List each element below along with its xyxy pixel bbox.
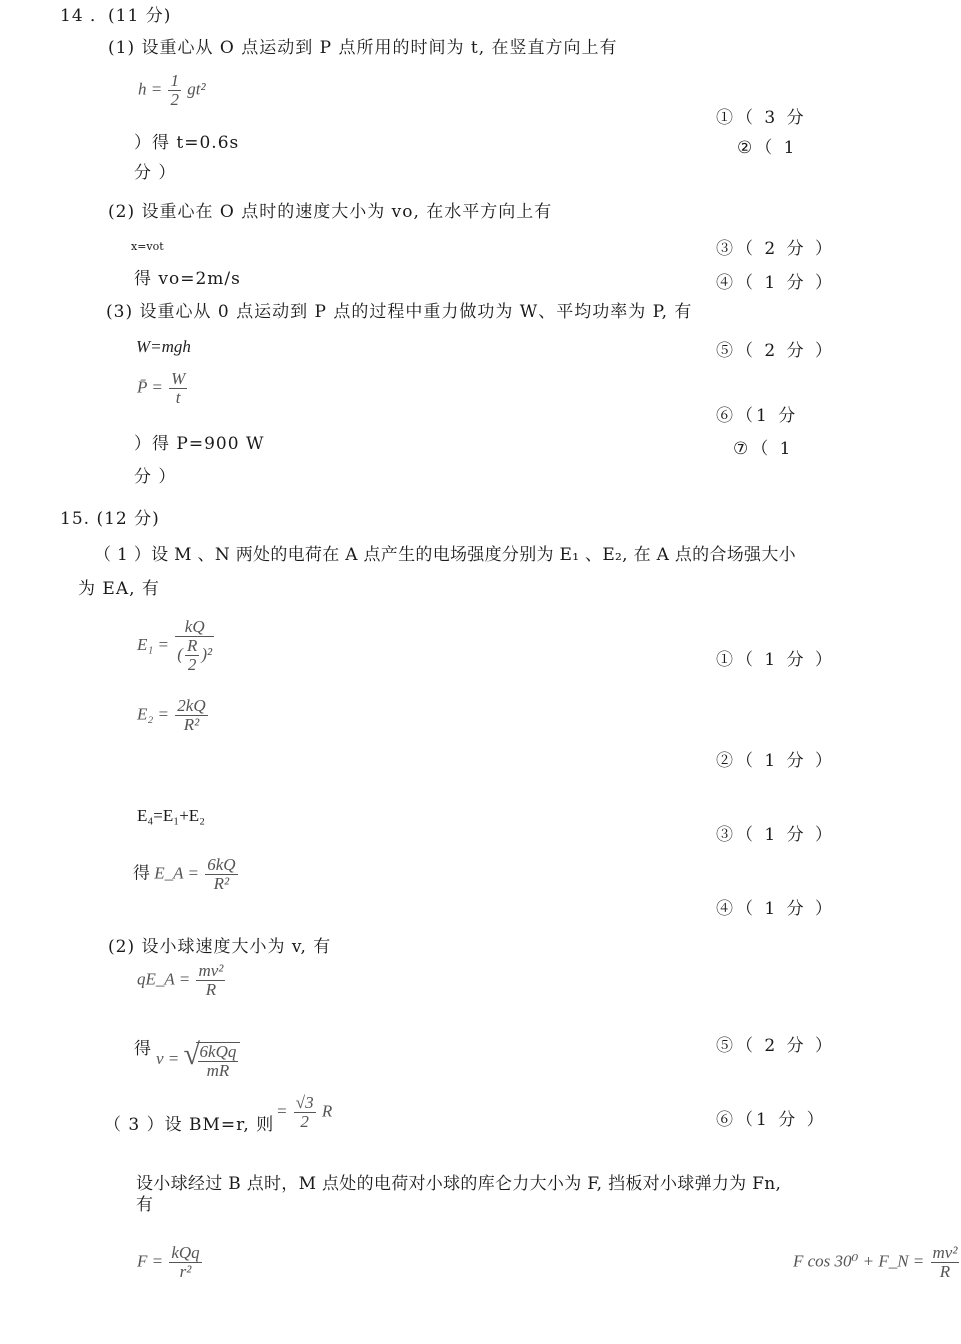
q15-part3-text-b-cont: 有 (136, 1195, 153, 1215)
q15-eq-e2: E₂ = $\frac{2kQ}{\text{R²}}$ (137, 696, 206, 734)
q15-mark-6: ⑥（1 分 ） (716, 1110, 827, 1130)
q15-mark-1: ①（ 1 分 ） (716, 650, 836, 670)
q14-part1-text: (1) 设重心从 O 点运动到 P 点所用的时间为 t, 在竖直方向上有 (108, 38, 618, 58)
q14-eq-height: h = $\frac{1}{2}$ gt² (138, 71, 206, 109)
q14-result-velocity: 得 vo=2m/s (134, 269, 241, 289)
q14-eq-horizontal: x=vot (131, 240, 164, 253)
q14-mark-7: ⑦（ 1 (733, 439, 794, 459)
q15-eq-ea: 得 E_A = $\frac{6kQ}{\text{R²}}$ (133, 855, 236, 893)
q15-eq-centripetal: qE_A = $\frac{\text{mv²}}{R}$ (137, 961, 224, 999)
q15-mark-4: ④（ 1 分 ） (716, 899, 836, 919)
q14-eq-work: W=mgh (136, 337, 191, 356)
q15-de-label: 得 (134, 1039, 152, 1059)
q14-fen-2: 分 ） (134, 467, 177, 487)
q14-result-power: ）得 P=900 W (134, 434, 265, 454)
q15-eq-velocity: v = √ $\frac{\text{6kQq}}{mR}$ (156, 1040, 240, 1081)
q15-mark-5: ⑤（ 2 分 ） (716, 1036, 836, 1056)
q15-eq-bm: = $\frac{√3}{2}$ R (276, 1093, 333, 1131)
q15-eq-sum: E₄=E₁+E₂ (137, 806, 206, 825)
q14-part2-text: (2) 设重心在 O 点时的速度大小为 vo, 在水平方向上有 (108, 202, 553, 222)
q14-header: 14 ．(11 分) (60, 6, 172, 26)
q14-mark-4: ④（ 1 分 ） (716, 273, 836, 293)
q15-part1-text: （ 1 ）设 M 、N 两处的电荷在 A 点产生的电场强度分别为 E₁ 、E₂, 在 A 点的合场强大小 (94, 545, 796, 565)
q15-eq-coulomb: F = $\frac{\text{kQq}}{\text{r²}}$ (137, 1243, 200, 1281)
q15-part3-text-b: 设小球经过 B 点时，M 点处的电荷对小球的库仑力大小为 F, 挡板对小球弹力为 Fn, (136, 1174, 782, 1194)
q15-part2-text: (2) 设小球速度大小为 v, 有 (108, 937, 332, 957)
q15-header: 15. (12 分) (60, 509, 160, 529)
q15-part3-text: （ 3 ）设 BM=r, 则 (104, 1115, 275, 1135)
q15-eq-force-balance: F cos 30⁰ + F_N = $\frac{\text{mv²}}{R}$ (793, 1243, 958, 1281)
q14-eq-power: P̄ = $\frac{W}{t}$ (137, 369, 186, 407)
q15-mark-2: ②（ 1 分 ） (716, 751, 836, 771)
q14-mark-1: ①（ 3 分 (716, 108, 807, 128)
q15-eq-e1: E₁ = kQ ( $\frac{R}{2}$ )² (137, 617, 213, 674)
q15-part1-text-cont: 为 EA, 有 (78, 579, 160, 599)
q14-mark-3: ③（ 2 分 ） (716, 239, 836, 259)
q14-mark-6: ⑥（1 分 (716, 406, 799, 426)
q14-mark-5: ⑤（ 2 分 ） (716, 341, 836, 361)
q15-mark-3: ③（ 1 分 ） (716, 825, 836, 845)
q14-mark-2: ②（ 1 (737, 138, 798, 158)
q14-part3-text: (3) 设重心从 0 点运动到 P 点的过程中重力做功为 W、平均功率为 P, 有 (106, 302, 693, 322)
q14-result-time: ）得 t=0.6s (134, 133, 240, 153)
q14-fen-1: 分 ） (134, 163, 177, 183)
